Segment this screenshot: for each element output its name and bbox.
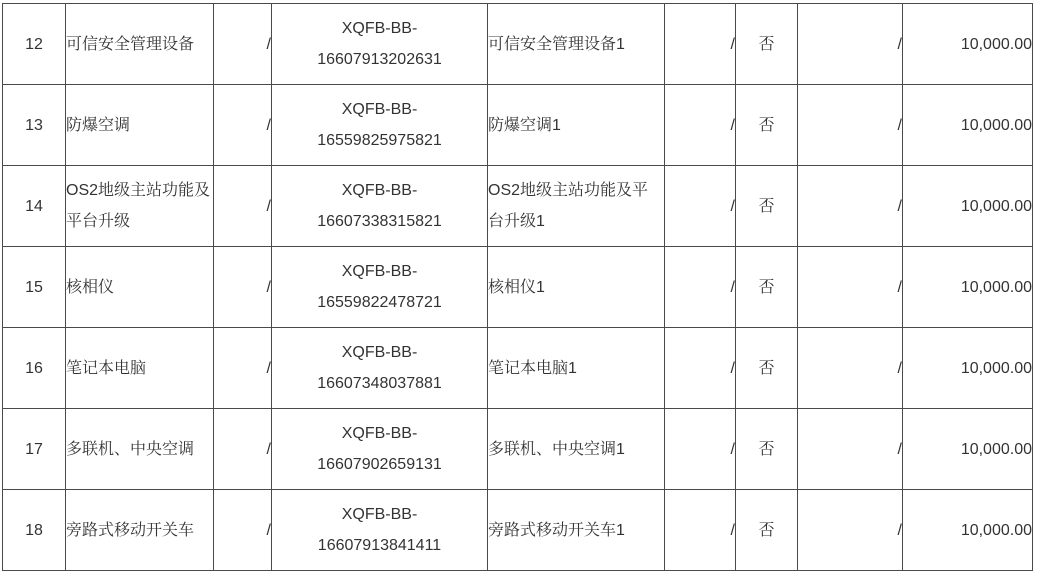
table-row — [3, 247, 1033, 328]
slash-cell: / — [665, 490, 736, 571]
item-code — [272, 247, 488, 328]
item-name-alt: 防爆空调1 — [488, 85, 665, 166]
flag-cell: 否 — [736, 409, 798, 490]
item-name: 防爆空调 — [66, 85, 214, 166]
table-row — [3, 4, 1033, 85]
item-code-number: 16559825975821 — [317, 132, 442, 149]
flag-cell: 否 — [736, 247, 798, 328]
item-code-prefix: XQFB-BB- — [341, 344, 418, 361]
flag-cell: 否 — [736, 166, 798, 247]
row-number: 15 — [3, 247, 66, 328]
item-code — [272, 85, 488, 166]
item-name: 旁路式移动开关车 — [66, 490, 214, 571]
slash-cell: / — [798, 490, 903, 571]
item-code-prefix: XQFB-BB- — [341, 182, 418, 199]
item-name: 可信安全管理设备 — [66, 4, 214, 85]
amount-cell: 10,000.00 — [903, 328, 1033, 409]
flag-cell: 否 — [736, 490, 798, 571]
item-name: 多联机、中央空调 — [66, 409, 214, 490]
slash-cell: / — [214, 85, 272, 166]
item-name-alt: 旁路式移动开关车1 — [488, 490, 665, 571]
item-name-alt: 可信安全管理设备1 — [488, 4, 665, 85]
amount-cell: 10,000.00 — [903, 166, 1033, 247]
row-number: 14 — [3, 166, 66, 247]
slash-cell: / — [665, 409, 736, 490]
item-code-number: 16607338315821 — [317, 213, 442, 230]
row-number: 13 — [3, 85, 66, 166]
flag-cell: 否 — [736, 328, 798, 409]
item-code — [272, 409, 488, 490]
table-row — [3, 85, 1033, 166]
slash-cell: / — [665, 4, 736, 85]
slash-cell: / — [798, 247, 903, 328]
table-row — [3, 328, 1033, 409]
item-code — [272, 490, 488, 571]
slash-cell: / — [798, 166, 903, 247]
slash-cell: / — [214, 409, 272, 490]
row-number: 16 — [3, 328, 66, 409]
slash-cell: / — [665, 328, 736, 409]
item-code-prefix: XQFB-BB- — [341, 20, 418, 37]
table-row — [3, 490, 1033, 571]
item-code-prefix: XQFB-BB- — [341, 101, 418, 118]
table-row — [3, 166, 1033, 247]
item-name: 核相仪 — [66, 247, 214, 328]
item-name-alt: 多联机、中央空调1 — [488, 409, 665, 490]
item-name: 笔记本电脑 — [66, 328, 214, 409]
slash-cell: / — [665, 85, 736, 166]
slash-cell: / — [665, 166, 736, 247]
item-name-alt: 核相仪1 — [488, 247, 665, 328]
slash-cell: / — [214, 490, 272, 571]
slash-cell: / — [798, 409, 903, 490]
item-code-prefix: XQFB-BB- — [341, 425, 418, 442]
amount-cell: 10,000.00 — [903, 409, 1033, 490]
table-body — [3, 4, 1033, 571]
item-code-number: 16607913202631 — [317, 51, 442, 68]
item-code — [272, 166, 488, 247]
item-code — [272, 4, 488, 85]
row-number: 18 — [3, 490, 66, 571]
flag-cell: 否 — [736, 4, 798, 85]
row-number: 12 — [3, 4, 66, 85]
slash-cell: / — [798, 328, 903, 409]
item-code-number: 16607902659131 — [317, 456, 442, 473]
item-name-alt: OS2地级主站功能及平台升级1 — [488, 166, 665, 247]
table-row — [3, 409, 1033, 490]
item-code-prefix: XQFB-BB- — [341, 263, 418, 280]
item-code-number: 16559822478721 — [317, 294, 442, 311]
slash-cell: / — [214, 328, 272, 409]
amount-cell: 10,000.00 — [903, 85, 1033, 166]
item-code — [272, 328, 488, 409]
slash-cell: / — [214, 247, 272, 328]
slash-cell: / — [798, 4, 903, 85]
amount-cell: 10,000.00 — [903, 247, 1033, 328]
item-code-number: 16607348037881 — [317, 375, 442, 392]
slash-cell: / — [798, 85, 903, 166]
slash-cell: / — [214, 4, 272, 85]
amount-cell: 10,000.00 — [903, 490, 1033, 571]
item-code-number: 16607913841411 — [317, 537, 442, 554]
slash-cell: / — [214, 166, 272, 247]
item-name: OS2地级主站功能及平台升级 — [66, 166, 214, 247]
equipment-table — [2, 3, 1033, 571]
amount-cell: 10,000.00 — [903, 4, 1033, 85]
item-code-prefix: XQFB-BB- — [341, 506, 418, 523]
item-name-alt: 笔记本电脑1 — [488, 328, 665, 409]
flag-cell: 否 — [736, 85, 798, 166]
slash-cell: / — [665, 247, 736, 328]
row-number: 17 — [3, 409, 66, 490]
